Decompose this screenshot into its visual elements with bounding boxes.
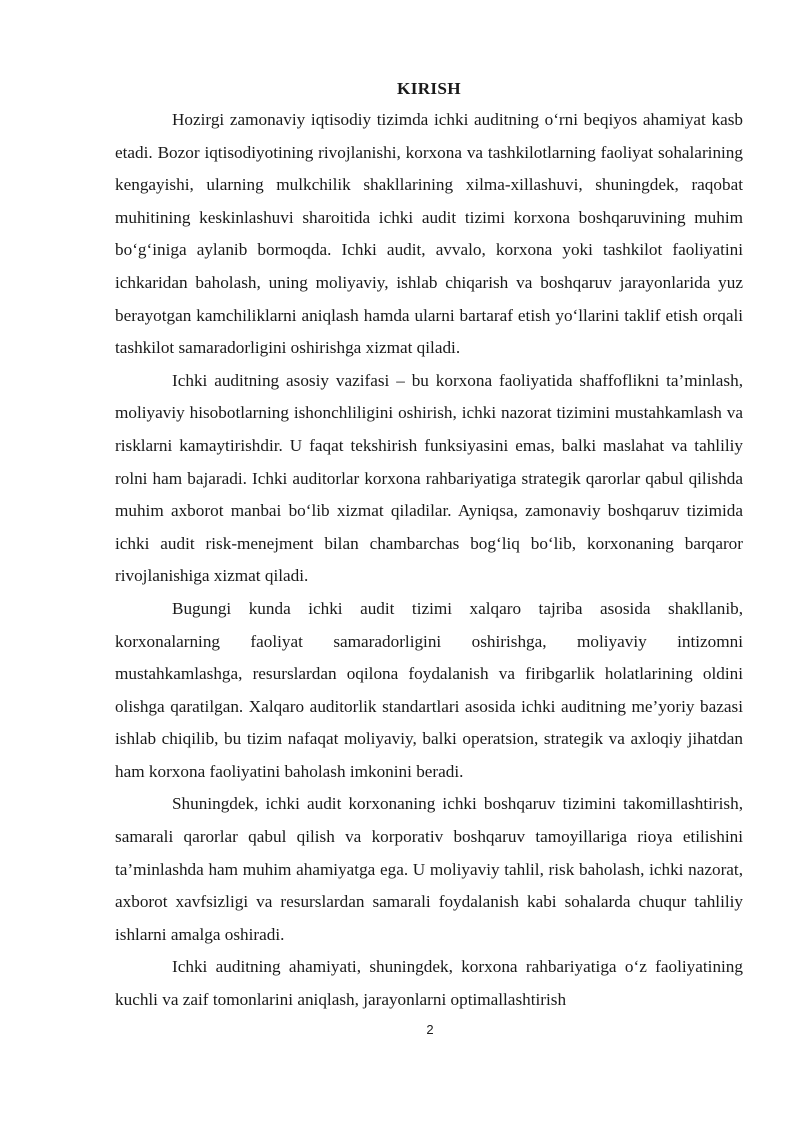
paragraph-4: Shuningdek, ichki audit korxonaning ichki boshqaruv tizimini takomillashtirish, samarali qarorlar qabul qilish va korporativ boshqaruv tamoyillariga rioya etilishini ta’minlashda ham muhim ahamiyatga ega. U moliyaviy tahlil, risk baholash, ichki nazorat, axborot xavfsizligi va resurslardan samarali foydalanish kabi sohalarda chuqur tahliliy ishlarni amalga oshiradi. (115, 794, 743, 944)
page-number: 2 (426, 1022, 434, 1037)
paragraph-1: Hozirgi zamonaviy iqtisodiy tizimda ichki auditning o‘rni beqiyos ahamiyat kasb etadi. Bozor iqtisodiyotining rivojlanishi, korxona va tashkilotlarning faoliyat sohalarining kengayishi, ularning mulkchilik shakllarining xilma-xillashuvi, shuningdek, raqobat muhitining keskinlashuvi sharoitida ichki audit tizimi korxona boshqaruvining muhim bo‘g‘iniga aylanib bormoqda. Ichki audit, avvalo, korxona yoki tashkilot faoliyatini ichkaridan baholash, uning moliyaviy, ishlab chiqarish va boshqaruv jarayonlarida yuz berayotgan kamchiliklarni aniqlash hamda ularni bartaraf etish yo‘llarini taklif etish orqali tashkilot samaradorligini oshirishga xizmat qiladi. (115, 110, 743, 358)
section-heading: KIRISH (397, 79, 461, 98)
paragraph-5: Ichki auditning ahamiyati, shuningdek, korxona rahbariyatiga o‘z faoliyatining kuchli va zaif tomonlarini aniqlash, jarayonlarni optimallashtirish (115, 957, 743, 1010)
paragraph-2: Ichki auditning asosiy vazifasi – bu korxona faoliyatida shaffoflikni ta’minlash, moliyaviy hisobotlarning ishonchliligini oshirish, ichki nazorat tizimini mustahkamlash va risklarni kamaytirishdir. U faqat tekshirish funksiyasini emas, balki maslahat va tahliliy rolni ham bajaradi. Ichki auditorlar korxona rahbariyatiga strategik qarorlar qabul qilishda muhim axborot manbai bo‘lib xizmat qiladilar. Ayniqsa, zamonaviy boshqaruv tizimida ichki audit risk-menejment bilan chambarchas bog‘liq bo‘lib, korxonaning barqaror rivojlanishiga xizmat qiladi. (115, 370, 743, 586)
page-content (115, 74, 743, 1017)
paragraph-3: Bugungi kunda ichki audit tizimi xalqaro tajriba asosida shakllanib, korxonalarning faoliyat samaradorligini oshirishga, moliyaviy intizomni mustahkamlashga, resurslardan oqilona foydalanish va firibgarlik holatlarining oldini olishga qaratilgan. Xalqaro auditorlik standartlari asosida ichki auditning me’yoriy bazasi ishlab chiqilib, bu tizim nafaqat moliyaviy, balki operatsion, strategik va axloqiy jihatdan ham korxona faoliyatini baholash imkonini beradi. (115, 598, 743, 781)
